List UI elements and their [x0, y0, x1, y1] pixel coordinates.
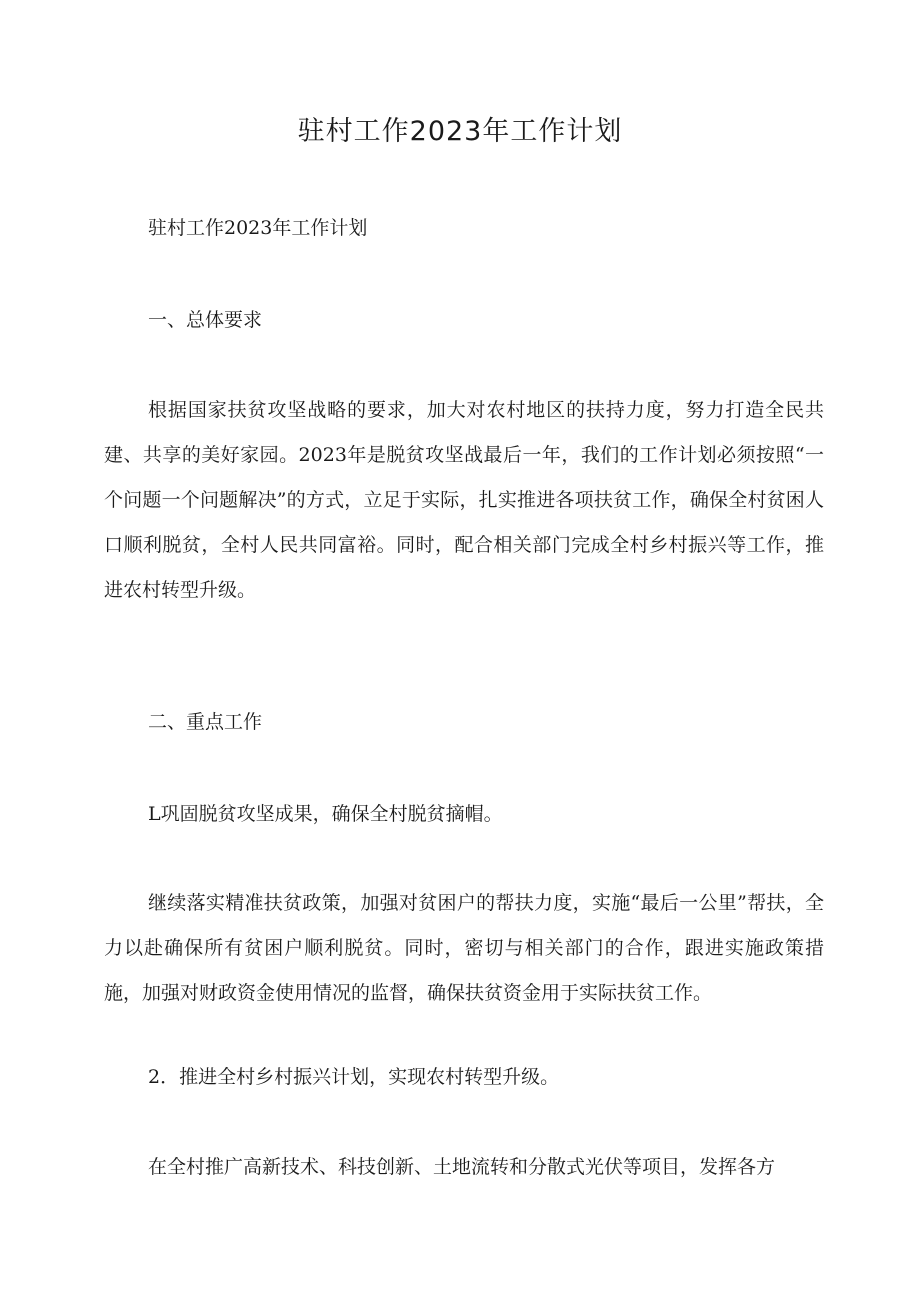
key-work-item-2-title: 2．推进全村乡村振兴计划，实现农村转型升级。	[148, 1066, 560, 1088]
document-title: 驻村工作2023年工作计划	[297, 116, 623, 147]
document-subtitle: 驻村工作2023年工作计划	[148, 217, 368, 239]
key-work-item-1-title: L巩固脱贫攻坚成果，确保全村脱贫摘帽。	[148, 803, 503, 825]
section-heading-key-work: 二、重点工作	[148, 711, 263, 733]
section-heading-general-requirements: 一、总体要求	[148, 309, 263, 331]
key-work-item-2-paragraph: 在全村推广高新技术、科技创新、土地流转和分散式光伏等项目，发挥各方	[148, 1156, 776, 1178]
key-work-item-1-paragraph: 继续落实精准扶贫政策，加强对贫困户的帮扶力度，实施“最后一公里”帮扶，全力以赴确保所有贫困户顺利脱贫。同时，密切与相关部门的合作，跟进实施政策措施，加强对财政资金使用情况的监督，确保扶贫资金用于实际扶贫工作。	[104, 892, 824, 1004]
section-paragraph-general-requirements: 根据国家扶贫攻坚战略的要求，加大对农村地区的扶持力度，努力打造全民共建、共享的美好家园。2023年是脱贫攻坚战最后一年，我们的工作计划必须按照“一个问题一个问题解决”的方式，立足于实际，扎实推进各项扶贫工作，确保全村贫困人口顺利脱贫，全村人民共同富裕。同时，配合相关部门完成全村乡村振兴等工作，推进农村转型升级。	[104, 399, 824, 601]
